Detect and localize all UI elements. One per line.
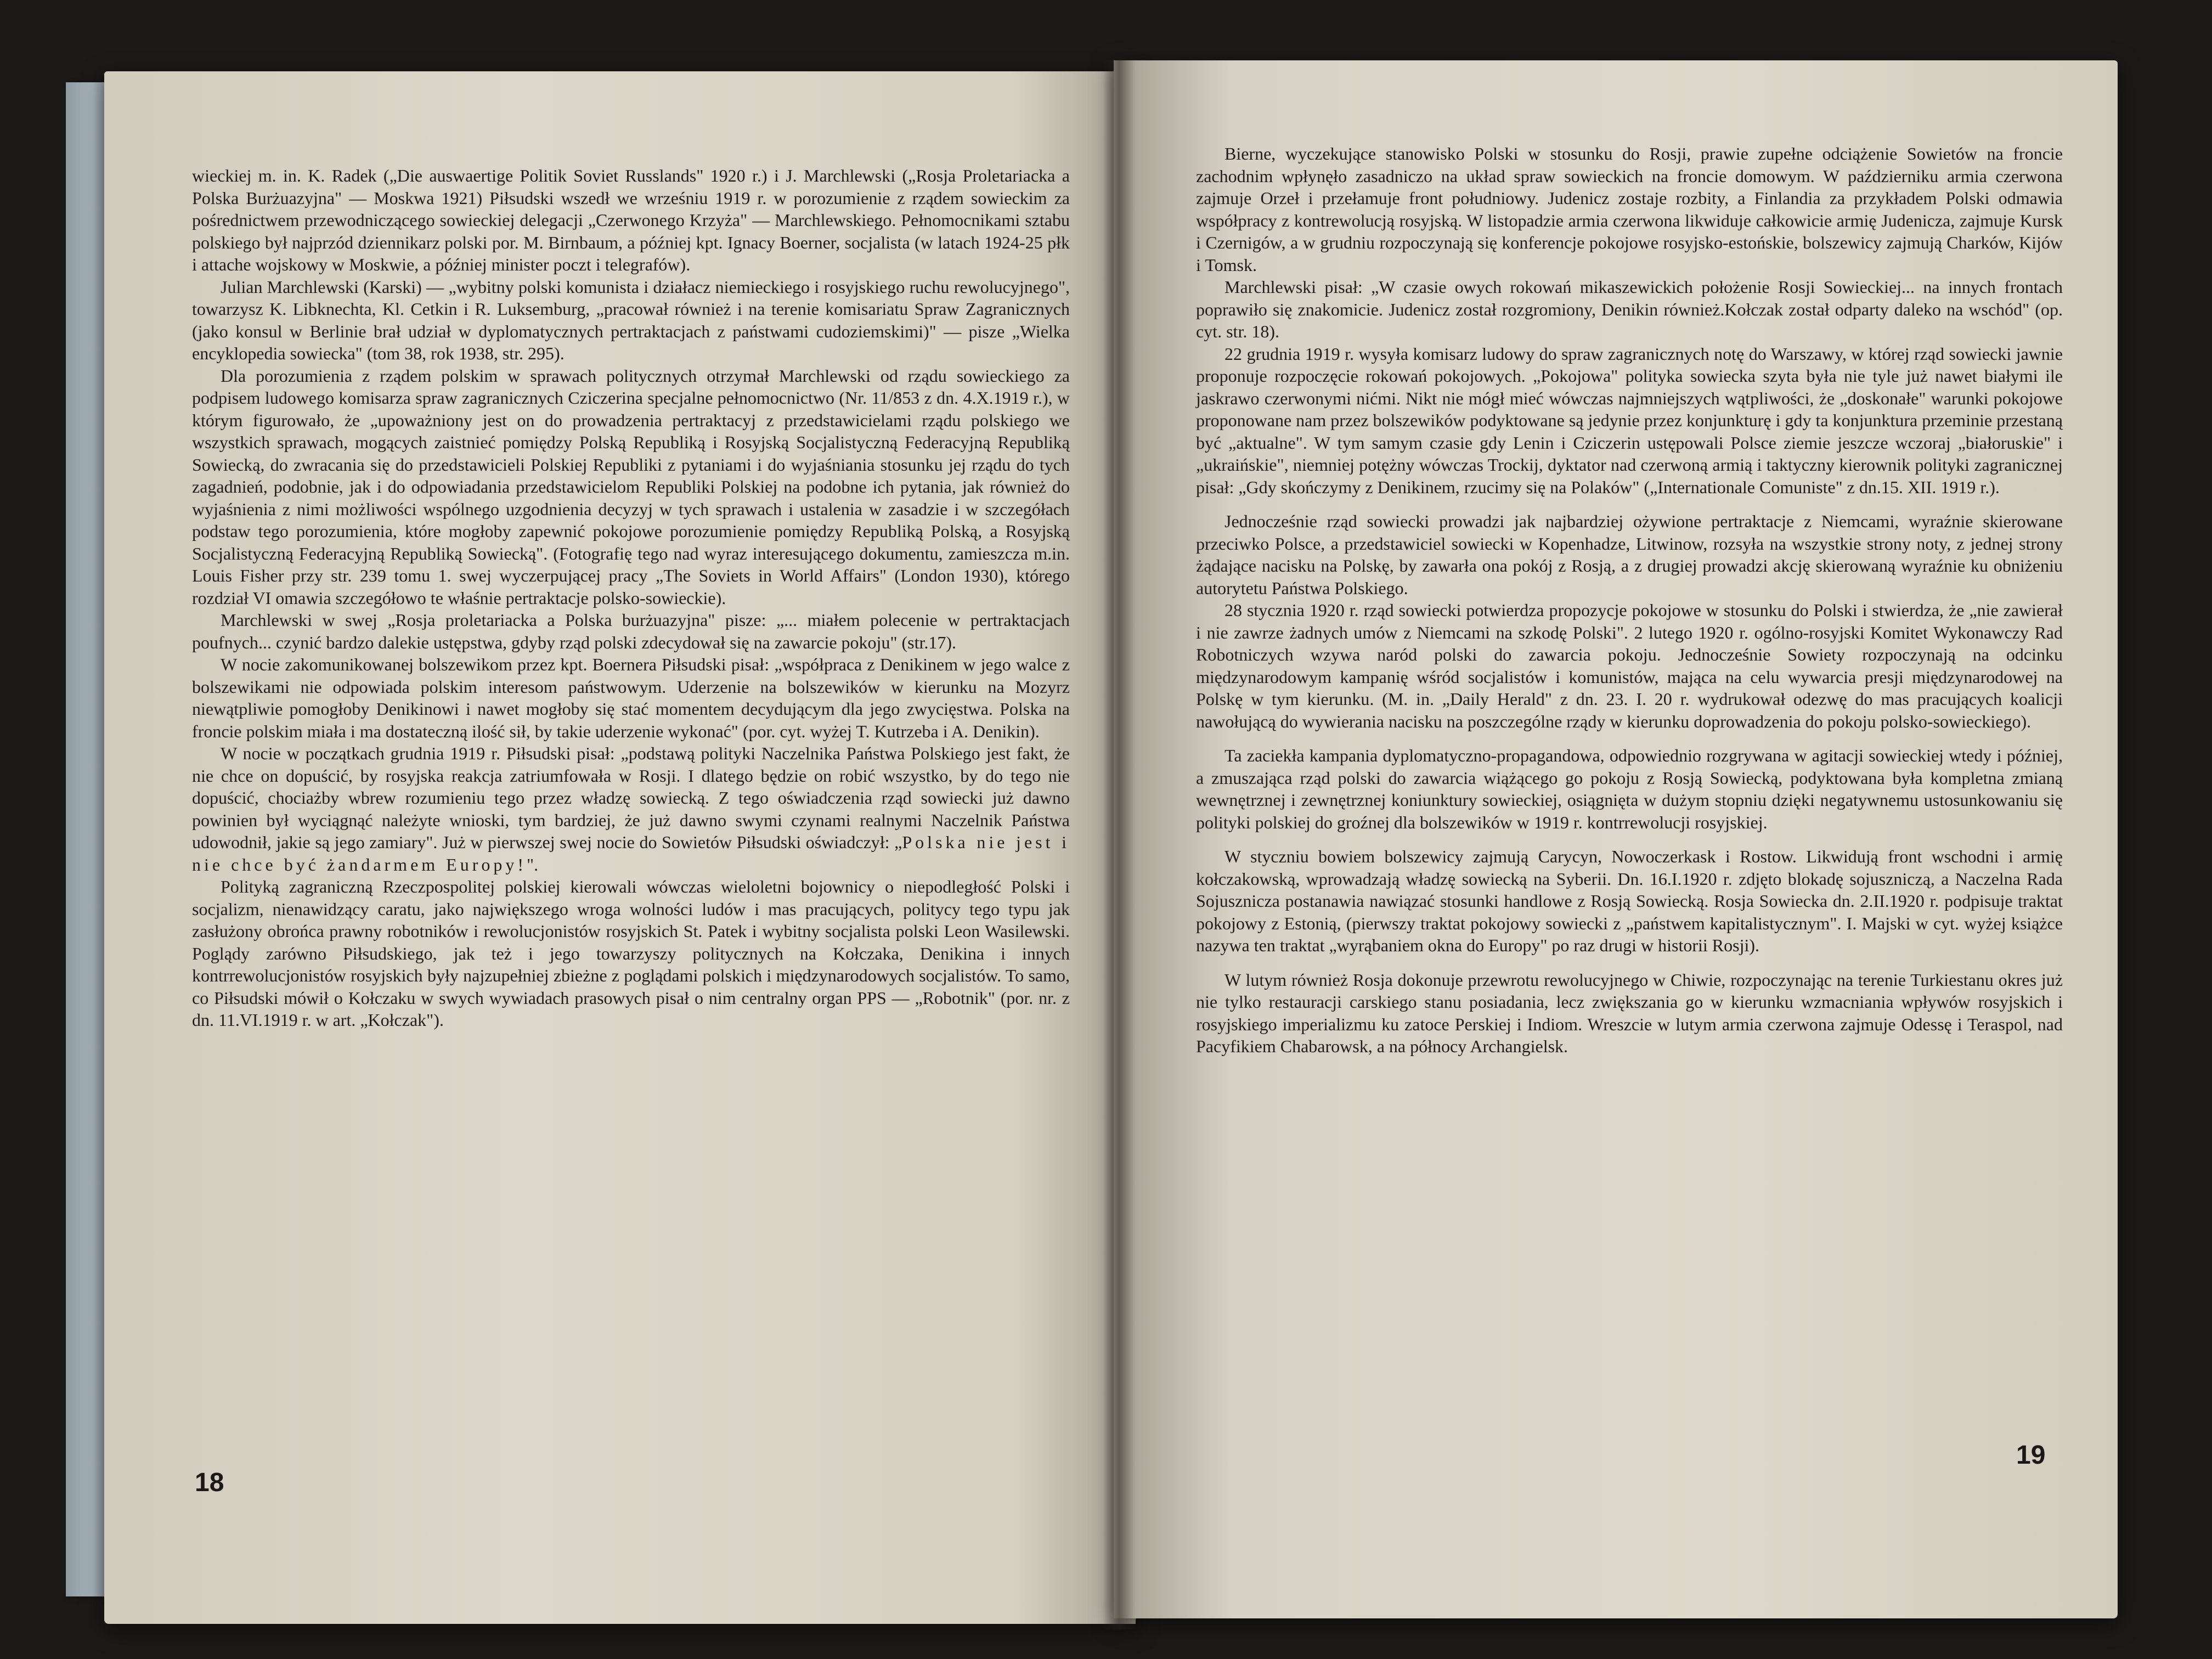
page-number: 19 xyxy=(2016,1441,2046,1470)
paragraph: W styczniu bowiem bolszewicy zajmują Carycyn, Nowoczerkask i Rostow. Likwidują front wschodni i armię kołczakowską, wprowadzają władzę sowiecką na Syberii. Dn. 16.I.1920 r. zdjęto blokadę sojuszniczą, a Naczelna Rada Sojusznicza postanawia nawiązać stosunki handlowe z Rosją Sowiecką. Rosja Sowiecka dn. 2.II.1920 r. podpisuje traktat pokojowy z Estonią, (pierwszy traktat pokojowy sowiecki z „państwem kapitalistycznym". I. Majski w cyt. wyżej książce nazywa ten traktat „wyrąbaniem okna do Europy" po raz drugi w historii Rosji). xyxy=(1196,847,2063,955)
paragraph: Marchlewski pisał: „W czasie owych rokowań mikaszewickich położenie Rosji Sowieckiej... na innych frontach poprawiło się znakomicie. Judenicz został rozgromiony, Denikin również.Kołczak został odparty daleko na wschód" (op. cyt. str. 18). xyxy=(1196,277,2063,341)
paragraph-lead: W nocie w początkach grudnia 1919 r. Piłsudski pisał: „podstawą polityki Naczelnika Państwa Polskiego jest fakt, że nie chce on dopuścić, by rosyjska reakcja zatriumfowała w Rosji. I dlatego będzie on robić wszystko, by do tego nie dopuścić, chociażby wbrew rozumieniu tego przez władzę sowiecką. Z tego oświadczenia rząd sowiecki już dawno powinien był wyciągnąć należyte wnioski, tym bardziej, że już dawno swymi czynami realnymi Naczelnik Państwa udowodnił, jakie są jego zamiary". Już w pierwszej swej nocie do Sowietów Piłsudski oświadczył: „ xyxy=(192,743,1070,852)
paragraph: Jednocześnie rząd sowiecki prowadzi jak najbardziej ożywione pertraktacje z Niemcami, wyraźnie skierowane przeciwko Polsce, a przedstawiciel sowiecki w Kopenhadze, Litwinow, rozsyła na wszystkie strony noty, z jednej strony żądające nacisku na Polskę, by zawarła ona pokój z Rosją, a z drugiej prowadzi akcję skierowaną wyraźnie ku obniżeniu autorytetu Państwa Polskiego. xyxy=(1196,511,2063,598)
spaced-quote: Polska nie jest i nie chce być żandarmem Europy! xyxy=(192,832,1070,874)
paragraph: W nocie zakomunikowanej bolszewikom przez kpt. Boernera Piłsudski pisał: „współpraca z Denikinem w jego walce z bolszewikami nie odpowiada polskim interesom państwowym. Uderzenie na bolszewików w kierunku na Mozyrz niewątpliwie pomogłoby Denikinowi i nawet mogłoby się stać momentem decydującym dla jego zwycięstwa. Polska na froncie polskim miała i ma dostateczną ilość sił, by takie uderzenie wykonać" (por. cyt. wyżej T. Kutrzeba i A. Denikin). xyxy=(192,654,1070,741)
paragraph: Dla porozumienia z rządem polskim w sprawach politycznych otrzymał Marchlewski od rządu sowieckiego za podpisem ludowego komisarza spraw zagranicznych Cziczerina specjalne pełnomocnictwo (Nr. 11/853 z dn. 4.X.1919 r.), w którym figurowało, że „upoważniony jest on do prowadzenia pertraktacyj z przedstawicielami rządu polskiego we wszystkich sprawach, mogących zaistnieć pomiędzy Polską Republiką i Rosyjską Socjalistyczną Federacyjną Republiką Sowiecką, do zwracania się do przedstawicieli Polskiej Republiki z pytaniami i do wyjaśniania stosunku jej rządu do tych zagadnień, podobnie, jak i do odpowiadania przedstawicielom Republiki Polskiej na podobne ich pytania, jak również do wyjaśnienia z nimi możliwości wspólnego uzgodnienia decyzyj w tych sprawach i ustalenia w zasadzie i w szczegółach podstaw tego porozumienia, które mogłoby zapewnić pokojowe porozumienie pomiędzy Republiką Polską, a Rosyjską Socjalistyczną Federacyjną Republiką Sowiecką". (Fotografię tego nad wyraz interesującego dokumentu, zamieszcza m.in. Louis Fisher przy str. 239 tomu 1. swej wyczerpującej pracy „The Soviets in World Affairs" (London 1930), którego rozdział VI omawia szczegółowo te właśnie pertraktacje polsko-sowieckie). xyxy=(192,365,1070,608)
left-page-text xyxy=(192,165,1070,1031)
paragraph-tail: ". xyxy=(527,854,539,874)
paragraph: Polityką zagraniczną Rzeczpospolitej polskiej kierowali wówczas wieloletni bojownicy o niepodległość Polski i socjalizm, nienawidzący caratu, jako największego wroga wolności ludów i mas pracujących, politycy tego typu jak zasłużony obrońca prawny robotników i rewolucjonistów rosyjskich St. Patek i wybitny socjalista polski Leon Wasilewski. Poglądy zarówno Piłsudskiego, jak też i jego towarzyszy politycznych na Kołczaka, Denikina i innych kontrrewolucjonistów rosyjskich były najzupełniej zbieżne z poglądami polskich i międzynarodowych socjalistów. To samo, co Piłsudski mówił o Kołczaku w swych wywiadach prasowych pisał o nim centralny organ PPS — „Robotnik" (por. nr. z dn. 11.VI.1919 r. w art. „Kołczak"). xyxy=(192,877,1070,1030)
paragraph: 22 grudnia 1919 r. wysyła komisarz ludowy do spraw zagranicznych notę do Warszawy, w której rząd sowiecki jawnie proponuje rozpoczęcie rokowań pokojowych. „Pokojowa" polityka sowiecka szyta była nie tyle już nawet białymi ile jaskrawo czerwonymi nićmi. Nikt nie mógł mieć wówczas najmniejszych wątpliwości, że „doskonałe" warunki pokojowe proponowane nam przez bolszewików podyktowane są jedynie przez konjunkturę i gdy ta konjunktura przeminie przestaną być „aktualne". W tym samym czasie gdy Lenin i Cziczerin ustępowali Polsce ziemie jeszcze wczoraj „białoruskie" i „ukraińskie", niemniej potężny wówczas Trockij, dyktator nad czerwoną armią i taktyczny kierownik polityki zagranicznej pisał: „Gdy skończymy z Denikinem, rzucimy się na Polaków" („Internationale Comuniste" z dn.15. XII. 1919 r.). xyxy=(1196,343,2063,497)
paragraph: 28 stycznia 1920 r. rząd sowiecki potwierdza propozycje pokojowe w stosunku do Polski i stwierdza, że „nie zawierał i nie zawrze żadnych umów z Niemcami na szkodę Polski". 2 lutego 1920 r. ogólno-rosyjski Komitet Wykonawczy Rad Robotniczych wzywa naród polski do zawarcia pokoju. Jednocześnie Sowiety rozpoczynają na odcinku międzynarodowym kampanię wśród socjalistów i komunistów, mająca na celu wywarcia presji międzynarodowej na Polskę w tym kierunku. (M. in. „Daily Herald" z dn. 23. I. 20 r. wydrukował odezwę do mas pracujących koalicji nawołującą do wywierania nacisku na poszczególne rządy w kierunku doprowadzenia do pokoju polsko-sowieckiego). xyxy=(1196,600,2063,731)
paragraph xyxy=(192,742,1070,876)
right-page xyxy=(1114,60,2118,1618)
page-number: 18 xyxy=(195,1468,224,1497)
paragraph: Marchlewski w swej „Rosja proletariacka a Polska burżuazyjna" pisze: „... miałem polecenie w pertraktacjach poufnych... czynić bardzo dalekie ustępstwa, gdyby rząd polski zdecydował się na zawarcie pokoju" (str.17). xyxy=(192,610,1070,652)
paragraph: wieckiej m. in. K. Radek („Die auswaertige Politik Soviet Russlands" 1920 r.) i J. Marchlewski („Rosja Proletariacka a Polska Burżuazyjna" — Moskwa 1921) Piłsudski wszedł we wrześniu 1919 r. w porozumienie z rządem sowieckim za pośrednictwem przewodniczącego sowieckiej delegacji „Czerwonego Krzyża" — Marchlewskiego. Pełnomocnikami sztabu polskiego był najprzód dziennikarz polski por. M. Birnbaum, a później kpt. Ignacy Boerner, socjalista (w latach 1924-25 płk i attache wojskowy w Moskwie, a później minister poczt i telegrafów). xyxy=(192,166,1070,274)
left-page xyxy=(104,71,1136,1624)
paragraph: Ta zaciekła kampania dyplomatyczno-propagandowa, odpowiednio rozgrywana w agitacji sowieckiej wtedy i później, a zmuszająca rząd polski do zawarcia wiążącego go pokoju z Rosją Sowiecką, podyktowana była kompletna zmianą wewnętrznej i zewnętrznej koniunktury sowieckiej, osiągnięta w dużym stopniu dzięki negatywnemu ustosunkowaniu się polityki polskiej do groźnej dla bolszewików w 1919 r. kontrrewolucji rosyjskiej. xyxy=(1196,746,2063,832)
book-gutter xyxy=(1103,60,1136,1629)
right-page-text xyxy=(1196,143,2063,1058)
paragraph: Julian Marchlewski (Karski) — „wybitny polski komunista i działacz niemieckiego i rosyjskiego ruchu rewolucyjnego", towarzysz K. Libknechta, Kl. Cetkin i R. Luksemburg, „pracował również i na terenie komisariatu Spraw Zagranicznych (jako konsul w Berlinie brał udział w dyplomatycznych pertraktacjach z państwami cudoziemskimi)" — pisze „Wielka encyklopedia sowiecka" (tom 38, rok 1938, str. 295). xyxy=(192,276,1070,363)
paragraph: Bierne, wyczekujące stanowisko Polski w stosunku do Rosji, prawie zupełne odciążenie Sowietów na froncie zachodnim wpłynęło zasadniczo na układ spraw sowieckich na froncie domowym. W październiku armia czerwona zajmuje Orzeł i przełamuje front południowy. Judenicz zostaje rozbity, a Finlandia za przykładem Polski odmawia współpracy z kontrewolucją rosyjską. W listopadzie armia czerwona likwiduje całkowicie armię Judenicza, zajmuje Kursk i Czernigów, a w grudniu rozpoczynają się konferencje pokojowe rosyjsko-estońskie, bolszewicy zajmują Charków, Kijów i Tomsk. xyxy=(1196,144,2063,275)
paragraph: W lutym również Rosja dokonuje przewrotu rewolucyjnego w Chiwie, rozpoczynając na terenie Turkiestanu okres już nie tylko restauracji carskiego stanu posiadania, lecz zwiększania go w kierunku wzmacniania wpływów rosyjskich i rosyjskiego imperializmu ku zatoce Perskiej i Indiom. Wreszcie w lutym armia czerwona zajmuje Odessę i Teraspol, nad Pacyfikiem Chabarowsk, a na północy Archangielsk. xyxy=(1196,969,2063,1056)
